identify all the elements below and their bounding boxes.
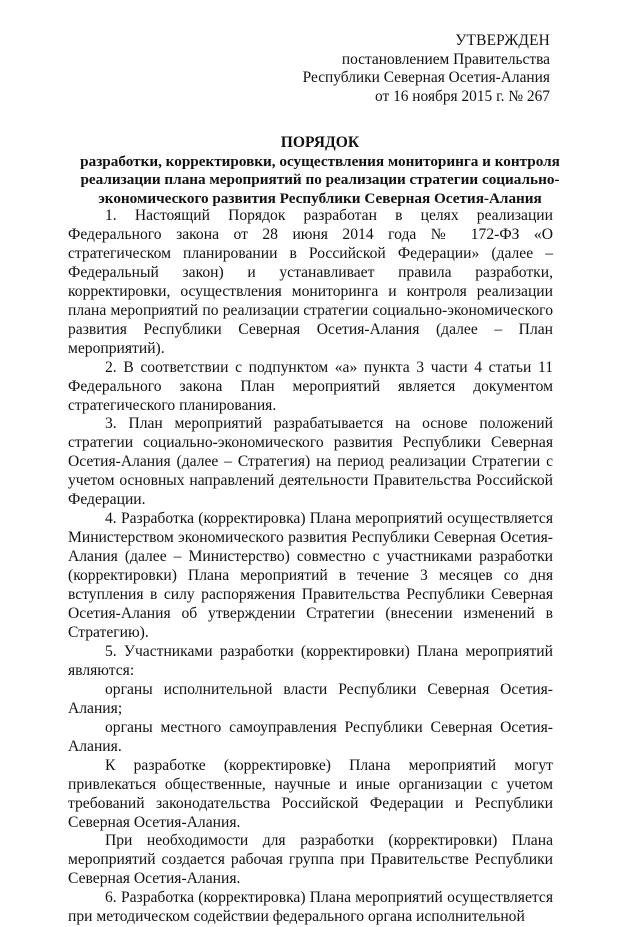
paragraph-5-organizations: К разработке (корректировке) Плана мероприятий могут привлекаться общественные, научные и иные организации с учетом требований законодательства Российской Федерации и Республики Северная Осетия-Алания. (68, 756, 553, 831)
approval-heading: УТВЕРЖДЕН (455, 32, 550, 49)
paragraph-5-working-group: При необходимости для разработки (корректировки) Плана мероприятий создается рабочая группа при Правительстве Республики Северная Осетия-Алания. (68, 832, 553, 888)
approval-date-number: от 16 ноября 2015 г. № 267 (375, 87, 550, 105)
paragraph-5: 5. Участниками разработки (корректировки) Плана мероприятий являются: (68, 642, 553, 679)
approval-resolution-line: постановлением Правительства (341, 50, 550, 68)
document-title: ПОРЯДОК (280, 134, 360, 151)
approval-government-line: Республики Северная Осетия-Алания (302, 69, 550, 87)
document-subtitle: разработки, корректировки, осуществления мониторинга и контроля реализации плана мероприятий по реализации стратегии социально-экономического развития Республики Северная Осетия-Алания (80, 153, 560, 207)
paragraph-3: 3. План мероприятий разрабатывается на основе положений стратегии социально-экономического развития Республики Северная Осетия-Алания (далее – Стратегия) на период реализации Стратегии с учетом основных направлений деятельности Правительства Российской Федерации. (68, 415, 553, 509)
participants-item-2: органы местного самоуправления Республики Северная Осетия-Алания. (68, 718, 553, 755)
paragraph-4: 4. Разработка (корректировка) Плана мероприятий осуществляется Министерством экономического развития Республики Северная Осетия-Алания (далее – Министерство) совместно с участниками разработки (корректировки) Плана мероприятий в течение 3 месяцев со дня вступления в силу распоряжения Правительства Республики Северная Осетия-Алания об утверждении Стратегии (внесении изменений в Стратегию). (68, 510, 553, 641)
document-body (68, 207, 553, 927)
participants-item-1: органы исполнительной власти Республики Северная Осетия-Алания; (68, 680, 553, 717)
paragraph-1: 1. Настоящий Порядок разработан в целях реализации Федерального закона от 28 июня 2014 года № 172-ФЗ «О стратегическом планировании в Российской Федерации» (далее – Федеральный закон) и устанавливает правила разработки, корректировки, осуществления мониторинга и контроля реализации плана мероприятий по реализации стратегии социально-экономического развития Республики Северная Осетия-Алания (далее – План мероприятий). (68, 207, 553, 357)
paragraph-2: 2. В соответствии с подпунктом «а» пункта 3 части 4 статьи 11 Федерального закона План мероприятий является документом стратегического планирования. (68, 358, 553, 414)
approval-block (303, 32, 550, 106)
paragraph-6: 6. Разработка (корректировка) Плана мероприятий осуществляется при методическом содействии федерального органа исполнительной (68, 889, 553, 926)
